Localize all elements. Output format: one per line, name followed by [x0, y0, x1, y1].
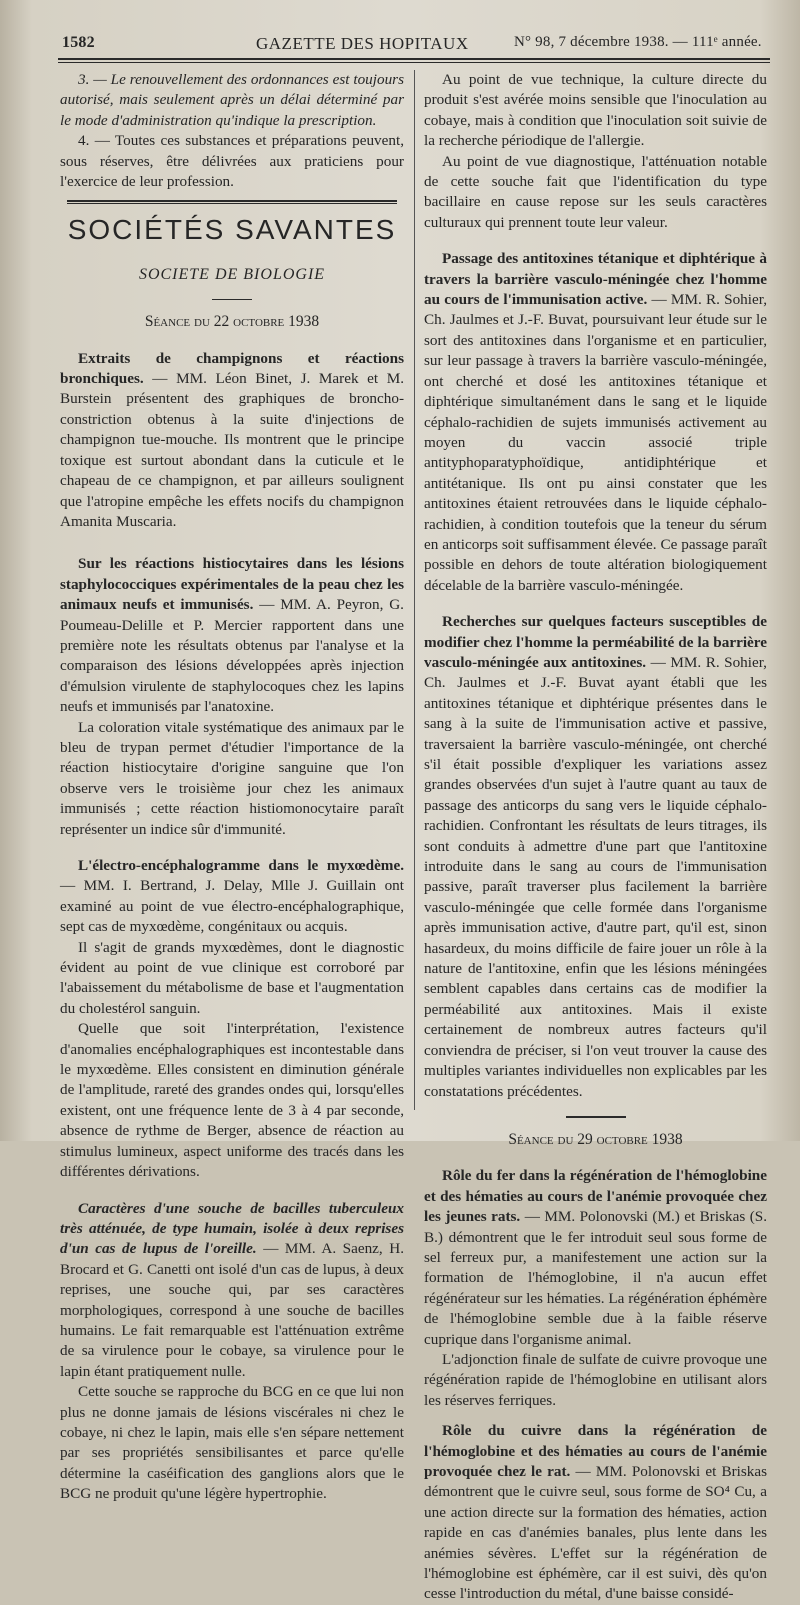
header-rule: [58, 58, 770, 60]
article-peyron: [60, 554, 404, 717]
article-body: — MM. R. Sohier, Ch. Jaulmes et J.-F. Buvat, poursuivant leur étude sur le sort des antitoxines dans l'organisme et en particulier, sur leur passage à travers la barrière vasculo-méningée, ont cherché et dosé les antitoxines tétanique et diphtérique simultanément dans le sang et le liquide céphalo-rachidien de sujets immunisés activement au moyen du vaccin associé triple antityphoparatyphoïdique, antidiphtérique et antitétanique. Ils ont pu ainsi constater que les antitoxines étaient retrouvées dans le liquide céphalo-rachidien, à condition toutefois que la teneur du sérum en anticorps soit suffisamment élevée. Ce passage paraît possible en dehors de toute altération biologiquement décelable de la barrière vasculo-méningée.: [424, 291, 767, 594]
article-paragraph: Il s'agit de grands myxœdèmes, dont le diagnostic évident au point de vue clinique est corroboré par l'abaissement du métabolisme de base et l'augmentation du cholestérol sanguin.: [60, 938, 404, 1017]
article-bertrand: [60, 856, 404, 938]
header-rule-thin: [58, 62, 770, 63]
page-number: 1582: [62, 34, 95, 51]
article-body: — MM. Polonovski (M.) et Briskas (S. B.) démontrent que le fer introduit seul sous forme de sel ferreux pur, a manifestement une action sur la formation de l'hémoglobine, il n'a aucun effet régénérateur sur les hématies. La régénération éphémère de l'hémoglobine semble due à la faible réserve cuprique dans l'organisme animal.: [424, 1208, 767, 1348]
article-body: — MM. Léon Binet, J. Marek et M. Burstein présentent des graphiques de broncho-constriction obtenus à la suite d'injections de champignon tue-mouche. Ils montrent que le principe toxique est surtout abondant dans la cuticule et le chapeau de ce champignon, et par ailleurs soulignent que l'atropine empêche les effets nocifs du champignon Amanita Muscaria.: [60, 370, 404, 530]
article-title: Rôle du fer dans la régénération de l'hémoglobine et des hématies au cours de l'anémie provoquée chez les jeunes rats.: [424, 1167, 767, 1226]
paragraph: Au point de vue diagnostique, l'atténuation notable de cette souche fait que l'identification du type bacillaire en cause repose sur les seuls caractères culturaux qui prennent toute leur valeur.: [424, 152, 767, 231]
right-column: [424, 70, 767, 1605]
left-column: [60, 70, 404, 1505]
article-title: Rôle du cuivre dans la régénération de l'hémoglobine et des hématies au cours de l'anémie provoquée chez le rat.: [424, 1422, 767, 1480]
article-title: Caractères d'une souche de bacilles tuberculeux très atténuée, de type humain, isolée à deux reprises d'un cas de lupus de l'oreille.: [60, 1199, 404, 1258]
article-body: — MM. R. Sohier, Ch. Jaulmes et J.-F. Buvat ayant établi que les antitoxines tétanique et diphtérique présentes dans le sang à la suite de l'immunisation active et passive, traversaient la barrière vasculo-méningée, ont cherché s'il était possible d'expliquer les variations assez grandes observées d'un sujet à l'autre quant au taux de passage des anticorps du sang vers le liquide céphalo-rachidien. Confrontant les résultats de leurs titrages, ils sont conduits à admettre d'une part que l'antitoxine introduite dans le sang au cours de l'immunisation passive, paraît traverser plus facilement la barrière vasculo-méningée que celle formée dans l'organisme après immunisation active, d'autre part, qu'il est, sinon hasardeux, du moins difficile de faire jouer un rôle à la nature de l'antitoxine, enfin que les lésions méningées semblent capables dans certains cas de modifier la perméabilité aux antitoxines. Mais il existe certainement de nombreux autres facteurs qu'il conviendra de préciser, si l'on veut trouver la cause des multiples variantes individuelles non explicables par les constatations précédentes.: [424, 653, 767, 1100]
paragraph: Au point de vue technique, la culture directe du produit s'est avérée moins sensible que l'inoculation au cobaye, mais à condition que l'inoculation soit suivie de la recherche périodique de l'allergie.: [424, 71, 767, 150]
article-binet: [60, 349, 404, 533]
article-title: Sur les réactions histiocytaires dans les lésions staphylococciques expérimentales de la peau chez les animaux neufs et immunisés.: [60, 555, 404, 614]
article-title: Extraits de champignons et réactions bronchiques.: [60, 349, 404, 388]
society-name: SOCIETE DE BIOLOGIE: [138, 265, 326, 283]
article-sohier-2: [424, 612, 767, 1102]
paragraph-4: 4. — Toutes ces substances et préparations peuvent, sous réserves, être délivrées aux praticiens pour l'exercice de leur profession.: [60, 132, 404, 191]
article-paragraph: Cette souche se rapproche du BCG en ce que lui non plus ne donne jamais de lésions viscérales ni chez le cobaye, ni chez le lapin, mais elle s'en sépare nettement par ses propriétés sensibilisantes et parce qu'elle détermine la caséification des ganglions alors que le BCG ne produit qu'une légère hypertrophie.: [60, 1383, 404, 1503]
article-paragraph: Quelle que soit l'interprétation, l'existence d'anomalies encéphalographiques est incontestable dans le myxœdème. Elles consistent en diminution générale de l'amplitude, rareté des grandes ondes qui, lorsqu'elles existent, ont une fréquence lente de 3 à 4 par seconde, absence de rythme de Berger, absence de réaction au stimulus lumineux, aspect uniforme des tracés dans les différentes dérivations.: [60, 1020, 404, 1181]
article-polonovski-2: [424, 1421, 767, 1605]
article-sohier-1: [424, 249, 767, 596]
column-divider: [414, 70, 415, 1110]
journal-title: GAZETTE DES HOPITAUX: [256, 34, 469, 53]
issue-line: N° 98, 7 décembre 1938. — 111ᵉ année.: [514, 34, 762, 50]
article-title: Recherches sur quelques facteurs susceptibles de modifier chez l'homme la perméabilité de la barrière vasculo-méningée aux antitoxines.: [424, 613, 767, 671]
article-body: — MM. A. Saenz, H. Brocard et G. Canetti ont isolé d'un cas de lupus, à deux reprises, une souche qui, par ses caractères morphologiques, correspond à une souche de bacilles humains. Le fait remarquable est l'atténuation extrême de sa virulence pour le cobaye, sa virulence pour le lapin étant pratiquement nulle.: [60, 1240, 404, 1380]
article-body: — MM. A. Peyron, G. Poumeau-Delille et P. Mercier rapportent dans une première note les résultats obtenus par l'analyse et la comparaison des lésions développées après injection d'émulsion virulente de staphylocoques chez les lapins neufs et immunisés par l'anatoxine.: [60, 596, 404, 716]
short-divider: [212, 299, 252, 300]
page-header: [58, 34, 768, 60]
seance-heading: Séance du 29 octobre 1938: [508, 1130, 683, 1148]
article-body: — MM. I. Bertrand, J. Delay, Mlle J. Guillain ont examiné au point de vue électro-encéphalographique, sept cas de myxœdème, congénitaux ou acquis.: [60, 877, 404, 936]
article-body: — MM. Polonovski et Briskas démontrent que le cuivre seul, sous forme de SO⁴ Cu, a une action directe sur la formation des hématies, action rapide en cas d'anémies banales, plus lente dans les anémies sévères. L'effet sur la régénération de l'hémoglobine est éphémère, car il est suivi, dès qu'on cesse l'introduction du métal, d'une baisse considé-: [424, 1463, 768, 1603]
article-title: L'électro-encéphalogramme dans le myxœdème.: [78, 857, 404, 874]
article-paragraph: L'adjonction finale de sulfate de cuivre provoque une régénération rapide de l'hémoglobine en utilisant alors les réserves ferriques.: [424, 1350, 767, 1409]
seance-divider: [566, 1116, 626, 1118]
section-rule: [67, 200, 397, 204]
article-polonovski-1: [424, 1166, 767, 1350]
article-saenz: [60, 1199, 404, 1383]
seance-heading: Séance du 22 octobre 1938: [144, 313, 320, 331]
article-paragraph: La coloration vitale systématique des animaux par le bleu de trypan permet d'étudier l'importance de la réaction histiocytaire d'origine sanguine que l'on observe vers le troisième jour chez les animaux immunisés ; cette réaction histiomonocytaire paraît représenter un indice sûr d'immunité.: [60, 718, 404, 838]
paragraph-3: 3. — Le renouvellement des ordonnances est toujours autorisé, mais seulement après un délai déterminé par le mode d'administration qu'indique la prescription.: [60, 71, 404, 129]
section-title: SOCIÉTÉS SAVANTES: [67, 214, 397, 246]
article-title: Passage des antitoxines tétanique et diphtérique à travers la barrière vasculo-méningée chez l'homme au cours de l'immunisation active.: [424, 250, 767, 309]
